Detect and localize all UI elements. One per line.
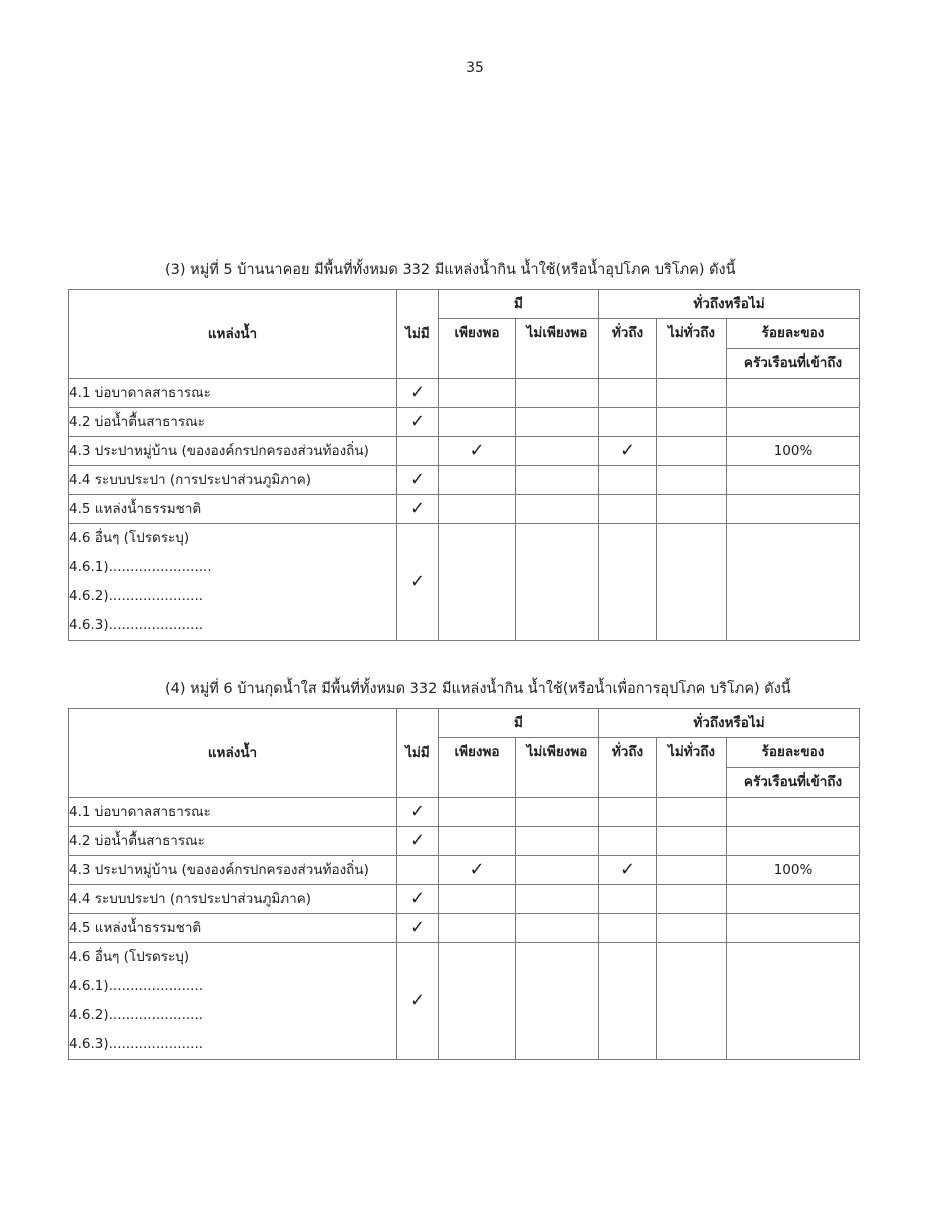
other-sub-item: 4.6.2)......................	[69, 1007, 204, 1023]
none-cell	[397, 798, 439, 827]
percent-cell	[727, 524, 860, 641]
other-sub-item: 4.6.2)......................	[69, 588, 204, 604]
not-thorough-cell	[657, 379, 727, 408]
table-row	[69, 437, 860, 466]
thorough-cell	[599, 524, 657, 641]
insufficient-cell	[516, 495, 599, 524]
other-sub-item: 4.6.3)......................	[69, 1036, 204, 1052]
table-row-other	[69, 524, 860, 641]
percent-cell	[727, 914, 860, 943]
header-percent-line2: ครัวเรือนที่เข้าถึง	[727, 768, 860, 798]
none-cell	[397, 827, 439, 856]
percent-cell: 100%	[727, 856, 860, 885]
thorough-cell	[599, 856, 657, 885]
sufficient-cell	[439, 798, 516, 827]
header-coverage: ทั่วถึงหรือไม่	[599, 290, 860, 319]
percent-cell	[727, 408, 860, 437]
percent-cell	[727, 379, 860, 408]
insufficient-cell	[516, 943, 599, 1060]
none-cell	[397, 914, 439, 943]
header-percent-line1: ร้อยละของ	[727, 738, 860, 768]
none-cell	[397, 856, 439, 885]
water-source-table	[68, 708, 860, 1060]
other-label: 4.6 อื่นๆ (โปรดระบุ)	[69, 949, 190, 965]
check-icon: ✓	[409, 382, 426, 403]
other-sub-item: 4.6.1)......................	[69, 978, 204, 994]
table-row	[69, 466, 860, 495]
not-thorough-cell	[657, 914, 727, 943]
header-source: แหล่งน้ำ	[69, 290, 397, 379]
source-label: 4.4 ระบบประปา (การประปาส่วนภูมิภาค)	[69, 885, 397, 914]
insufficient-cell	[516, 408, 599, 437]
source-label: 4.5 แหล่งน้ำธรรมชาติ	[69, 914, 397, 943]
not-thorough-cell	[657, 495, 727, 524]
thorough-cell	[599, 798, 657, 827]
insufficient-cell	[516, 827, 599, 856]
not-thorough-cell	[657, 524, 727, 641]
other-sub-item: 4.6.3)......................	[69, 617, 204, 633]
other-label: 4.6 อื่นๆ (โปรดระบุ)	[69, 530, 190, 546]
thorough-cell	[599, 495, 657, 524]
thorough-cell	[599, 885, 657, 914]
check-icon: ✓	[409, 830, 426, 851]
check-icon: ✓	[409, 498, 426, 519]
none-cell	[397, 524, 439, 641]
check-icon: ✓	[409, 888, 426, 909]
table-row	[69, 798, 860, 827]
header-insufficient: ไม่เพียงพอ	[516, 319, 599, 379]
header-sufficient: เพียงพอ	[439, 738, 516, 798]
insufficient-cell	[516, 885, 599, 914]
source-label: 4.2 บ่อน้ำตื้นสาธารณะ	[69, 827, 397, 856]
percent-cell	[727, 798, 860, 827]
source-label: 4.2 บ่อน้ำตื้นสาธารณะ	[69, 408, 397, 437]
percent-cell	[727, 466, 860, 495]
table-row	[69, 495, 860, 524]
not-thorough-cell	[657, 943, 727, 1060]
header-have: มี	[439, 709, 599, 738]
not-thorough-cell	[657, 856, 727, 885]
table-row	[69, 827, 860, 856]
table-caption: (3) หมู่ที่ 5 บ้านนาคอย มีพื้นที่ทั้งหมด 332 มีแหล่งน้ำกิน น้ำใช้(หรือน้ำอุปโภค บริโภค) ดังนี้	[165, 262, 736, 278]
thorough-cell	[599, 466, 657, 495]
other-cell	[69, 524, 397, 641]
sufficient-cell	[439, 827, 516, 856]
none-cell	[397, 466, 439, 495]
not-thorough-cell	[657, 408, 727, 437]
header-percent-line1: ร้อยละของ	[727, 319, 860, 349]
insufficient-cell	[516, 379, 599, 408]
sufficient-cell	[439, 408, 516, 437]
check-icon: ✓	[409, 571, 426, 592]
insufficient-cell	[516, 524, 599, 641]
none-cell	[397, 408, 439, 437]
check-icon: ✓	[469, 859, 485, 880]
source-label: 4.3 ประปาหมู่บ้าน (ขององค์กรปกครองส่วนท้องถิ่น)	[69, 437, 397, 466]
percent-cell: 100%	[727, 437, 860, 466]
table-body	[69, 798, 860, 1060]
insufficient-cell	[516, 466, 599, 495]
percent-cell	[727, 885, 860, 914]
thorough-cell	[599, 408, 657, 437]
insufficient-cell	[516, 914, 599, 943]
insufficient-cell	[516, 437, 599, 466]
header-source: แหล่งน้ำ	[69, 709, 397, 798]
source-label: 4.4 ระบบประปา (การประปาส่วนภูมิภาค)	[69, 466, 397, 495]
header-not-thorough: ไม่ทั่วถึง	[657, 738, 727, 798]
not-thorough-cell	[657, 437, 727, 466]
header-insufficient: ไม่เพียงพอ	[516, 738, 599, 798]
none-cell	[397, 885, 439, 914]
not-thorough-cell	[657, 885, 727, 914]
not-thorough-cell	[657, 466, 727, 495]
header-thorough: ทั่วถึง	[599, 738, 657, 798]
check-icon: ✓	[409, 990, 426, 1011]
percent-cell	[727, 943, 860, 1060]
table-row	[69, 885, 860, 914]
header-none: ไม่มี	[397, 709, 439, 798]
table-row-other	[69, 943, 860, 1060]
water-source-table	[68, 289, 860, 641]
sufficient-cell	[439, 943, 516, 1060]
header-have: มี	[439, 290, 599, 319]
sufficient-cell	[439, 914, 516, 943]
thorough-cell	[599, 827, 657, 856]
check-icon: ✓	[619, 440, 636, 461]
header-sufficient: เพียงพอ	[439, 319, 516, 379]
source-label: 4.3 ประปาหมู่บ้าน (ขององค์กรปกครองส่วนท้องถิ่น)	[69, 856, 397, 885]
not-thorough-cell	[657, 798, 727, 827]
table-row	[69, 856, 860, 885]
sufficient-cell	[439, 885, 516, 914]
header-coverage: ทั่วถึงหรือไม่	[599, 709, 860, 738]
header-none: ไม่มี	[397, 290, 439, 379]
check-icon: ✓	[409, 469, 426, 490]
table-row	[69, 379, 860, 408]
check-icon: ✓	[469, 440, 485, 461]
other-cell	[69, 943, 397, 1060]
page-number: 35	[466, 60, 484, 76]
percent-cell	[727, 827, 860, 856]
check-icon: ✓	[409, 917, 426, 938]
insufficient-cell	[516, 856, 599, 885]
sufficient-cell	[439, 524, 516, 641]
none-cell	[397, 437, 439, 466]
thorough-cell	[599, 914, 657, 943]
check-icon: ✓	[409, 801, 426, 822]
not-thorough-cell	[657, 827, 727, 856]
thorough-cell	[599, 379, 657, 408]
sufficient-cell	[439, 495, 516, 524]
table-caption: (4) หมู่ที่ 6 บ้านกุดน้ำใส มีพื้นที่ทั้งหมด 332 มีแหล่งน้ำกิน น้ำใช้(หรือน้ำเพื่อการอุปโภค บริโภค) ดังนี้	[165, 681, 791, 697]
table-row	[69, 408, 860, 437]
insufficient-cell	[516, 798, 599, 827]
thorough-cell	[599, 437, 657, 466]
sufficient-cell	[439, 437, 516, 466]
sufficient-cell	[439, 466, 516, 495]
other-sub-item: 4.6.1)........................	[69, 559, 212, 575]
header-not-thorough: ไม่ทั่วถึง	[657, 319, 727, 379]
header-percent-line2: ครัวเรือนที่เข้าถึง	[727, 349, 860, 379]
table-body	[69, 379, 860, 641]
table-row	[69, 914, 860, 943]
source-label: 4.1 บ่อบาดาลสาธารณะ	[69, 798, 397, 827]
source-label: 4.1 บ่อบาดาลสาธารณะ	[69, 379, 397, 408]
none-cell	[397, 943, 439, 1060]
check-icon: ✓	[409, 411, 426, 432]
percent-cell	[727, 495, 860, 524]
header-thorough: ทั่วถึง	[599, 319, 657, 379]
sufficient-cell	[439, 379, 516, 408]
thorough-cell	[599, 943, 657, 1060]
sufficient-cell	[439, 856, 516, 885]
check-icon: ✓	[619, 859, 636, 880]
source-label: 4.5 แหล่งน้ำธรรมชาติ	[69, 495, 397, 524]
none-cell	[397, 495, 439, 524]
none-cell	[397, 379, 439, 408]
